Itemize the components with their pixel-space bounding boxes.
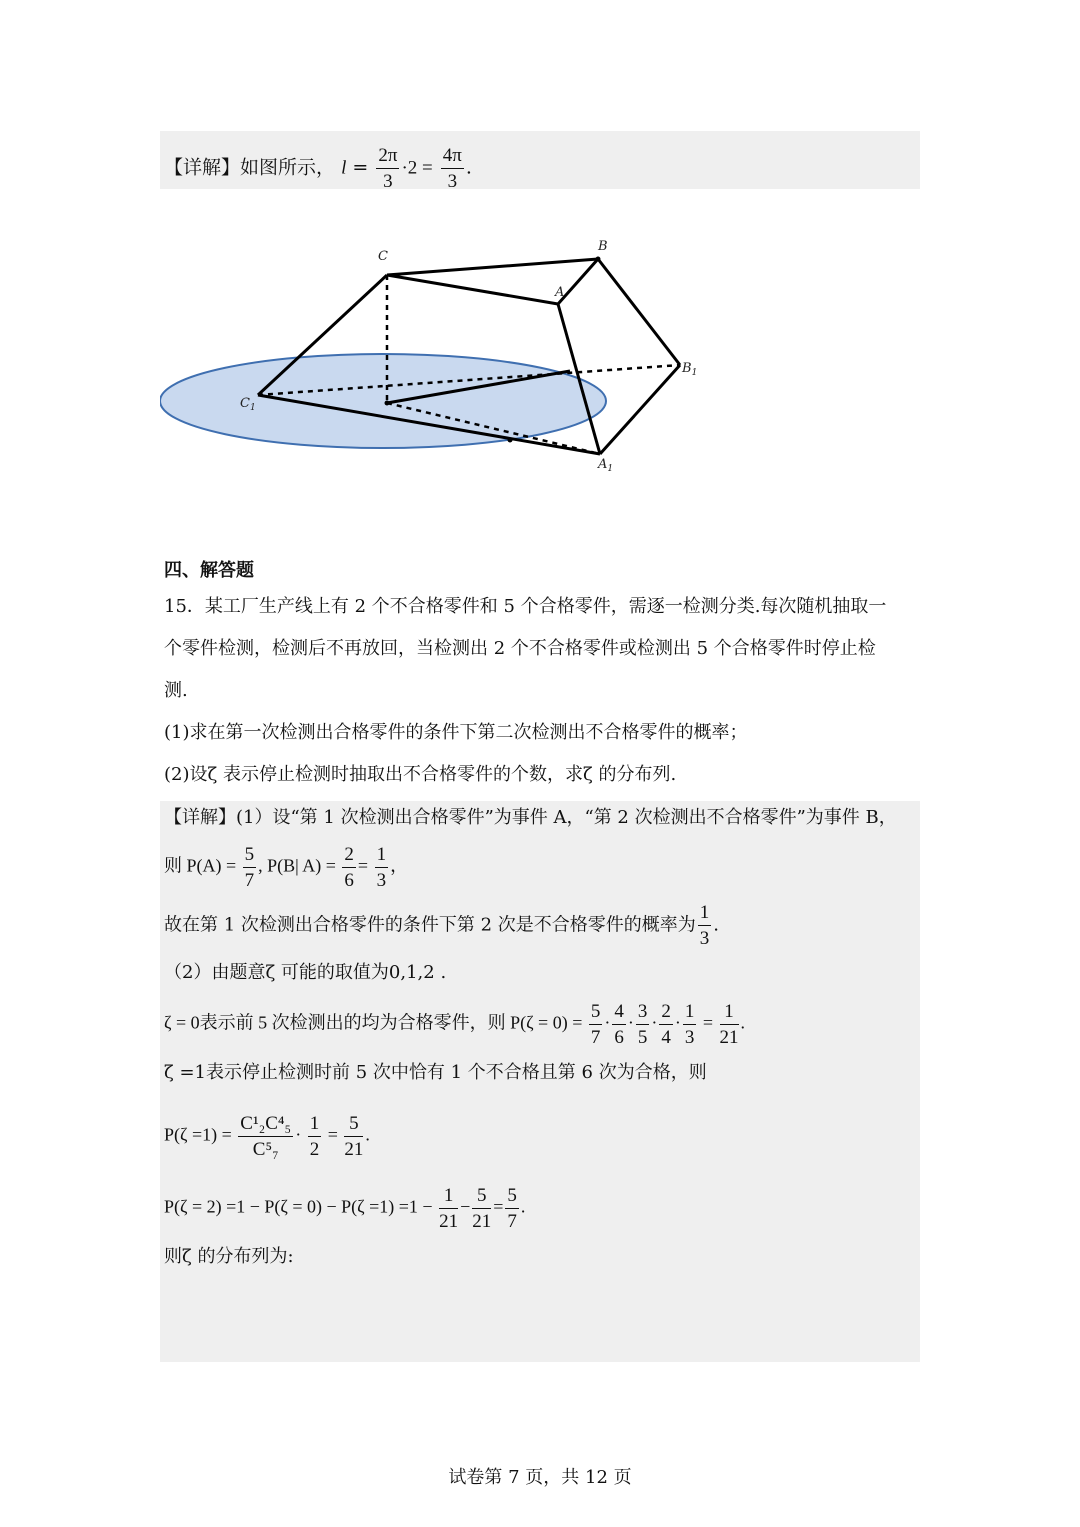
text-segment: P(ζ =1) =	[164, 1124, 232, 1145]
fraction: $\frac{2\pi}{3}$	[378, 145, 398, 192]
detail-lead: 如图所示，	[240, 156, 336, 179]
fraction: $\frac{3}{5}$	[637, 1001, 648, 1048]
solution-line-2	[164, 845, 408, 890]
text-segment: ，	[390, 855, 409, 876]
solution-line-8	[164, 1186, 525, 1231]
question-1: (1)求在第一次检测出合格零件的条件下第二次检测出不合格零件的概率；	[164, 722, 748, 743]
page-footer: 试卷第 7 页，共 12 页	[448, 1467, 632, 1488]
fraction: $\frac{1}{3}$	[699, 902, 710, 949]
fraction: $\frac{1}{3}$	[684, 1001, 695, 1048]
fraction: $\frac{5}{7}$	[507, 1185, 517, 1232]
solution-line-3	[164, 903, 719, 948]
label-B: B	[598, 239, 608, 254]
fraction: $\frac{2}{4}$	[661, 1001, 671, 1048]
fraction: $\frac{4\pi}{3}$	[442, 145, 462, 192]
label-C: C	[378, 249, 388, 264]
solution-line-5: ζ = 0表示前 5 次检测出的均为合格零件，则 P(ζ = 0) = $\frac{5}{7}$ · $\frac{4}{6}$ · $\frac{3}{5}$ · $\frac{2}{4}$ · $\frac{1}{3}$ = $\frac{1}{21}$ .	[164, 1001, 746, 1048]
solution-line-1: 【详解】(1）设“第 1 次检测出合格零件”为事件 A，“第 2 次检测出不合格零件”为事件 B，	[164, 807, 897, 828]
text-segment: .	[740, 1012, 746, 1033]
equals: =	[327, 1124, 338, 1145]
formula-end: .	[465, 156, 472, 179]
text-segment: 故在第 1 次检测出合格零件的条件下第 2 次是不合格零件的概率为	[164, 914, 696, 936]
question-2: (2)设ζ 表示停止检测时抽取出不合格零件的个数，求ζ 的分布列.	[164, 764, 677, 785]
solution-line-6: ζ =1表示停止检测时前 5 次中恰有 1 个不合格且第 6 次为合格，则	[164, 1062, 707, 1083]
section-title: 四、解答题	[164, 560, 254, 581]
text-segment: .	[713, 914, 720, 936]
text-segment: , P(B| A) =	[258, 855, 336, 876]
text-segment: .	[520, 1196, 526, 1217]
fraction: $\frac{1}{21}$	[439, 1185, 459, 1232]
edge-B1-A1	[600, 365, 680, 454]
text-segment: ζ = 0表示前 5 次检测出的均为合格零件，则 P(ζ = 0) =	[164, 1012, 583, 1033]
fraction: $\frac{\text{C¹₂C⁴₅}}{\text{C⁵₇}}$	[240, 1113, 292, 1160]
fraction: $\frac{5}{7}$	[590, 1001, 601, 1048]
label-A1: $A_1$	[598, 457, 614, 474]
solution-line-4: （2）由题意ζ 可能的取值为0,1,2 .	[164, 962, 447, 983]
edge-C-A	[387, 275, 558, 304]
solution-line-7: P(ζ =1) = $\frac{\text{C¹₂C⁴₅}}{\text{C⁵₇}}$ · $\frac{1}{2}$ = $\frac{5}{21}$ .	[164, 1113, 370, 1160]
equals: =	[357, 855, 369, 876]
edge-C-B	[387, 259, 598, 275]
circle-base	[160, 354, 606, 448]
detail-tag: 【详解】	[164, 156, 241, 179]
label-A: A	[555, 285, 565, 300]
var-l: l	[341, 157, 347, 179]
fraction: $\frac{1}{21}$	[719, 1001, 739, 1048]
problem-line-2: 个零件检测，检测后不再放回，当检测出 2 个不合格零件或检测出 5 个合格零件时停止检	[164, 638, 876, 659]
fraction: $\frac{4}{6}$	[614, 1001, 624, 1048]
equals: =	[493, 1196, 504, 1217]
fraction: $\frac{5}{21}$	[344, 1113, 364, 1160]
fraction: $\frac{1}{2}$	[309, 1113, 320, 1160]
text-segment: .	[365, 1124, 370, 1145]
formula-mid: ·2 =	[401, 157, 433, 179]
detail-1-line: 【详解】如图所示， l = $\frac{2\pi}{3}$ ·2 = $\frac{4\pi}{3}$ .	[164, 145, 472, 192]
fraction: $\frac{1}{3}$	[376, 844, 387, 891]
fraction: $\frac{2}{6}$	[344, 844, 354, 891]
text-segment: P(ζ = 2) =1 − P(ζ = 0) − P(ζ =1) =1 −	[164, 1196, 433, 1217]
solution-line-9: 则ζ 的分布列为:	[164, 1246, 294, 1267]
problem-line-1: 15．某工厂生产线上有 2 个不合格零件和 5 个合格零件，需逐一检测分类.每次随机抽取一	[164, 596, 887, 617]
geometry-figure	[160, 193, 720, 493]
minus: −	[460, 1196, 471, 1217]
label-B1: $B_1$	[682, 361, 698, 378]
fraction: $\frac{5}{21}$	[472, 1185, 492, 1232]
problem-line-3: 测.	[164, 680, 188, 701]
label-C1: $C_1$	[240, 396, 256, 413]
text-segment: 则 P(A) =	[164, 855, 237, 876]
equals: =	[702, 1012, 714, 1033]
edge-B-B1	[598, 259, 680, 365]
fraction: $\frac{5}{7}$	[244, 844, 255, 891]
